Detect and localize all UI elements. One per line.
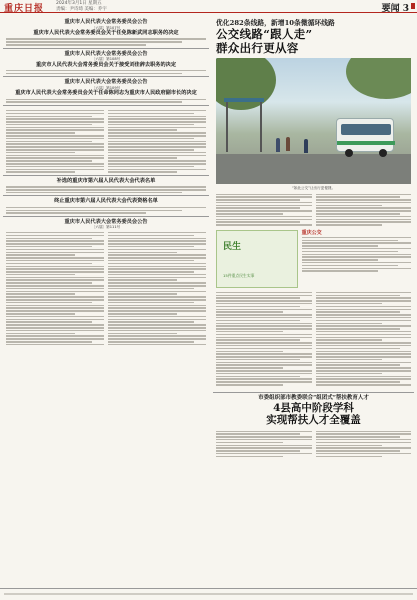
masthead-editors: 责编：尹诗琦 美编：乔宇 [56,6,107,12]
headline-line-1: 公交线路“跟人走” [216,27,313,41]
text-column-right [108,110,206,173]
text-column-right [316,194,412,226]
headline-line-2: 群众出行更从容 [216,40,299,55]
pedestrian [304,139,308,153]
second-story-body [216,431,411,458]
notice-body [6,186,206,193]
notice-number: 〔六届〕第108号 [91,57,121,61]
text-column-left [216,194,312,226]
notice-109 [3,77,209,106]
notice-heading: 重庆市人民代表大会常务委员会公告 [64,218,148,225]
notice-number: 〔六届〕第107号 [91,25,121,30]
text-column-right [316,431,412,458]
notice-body [6,38,206,45]
pedestrian [286,137,290,151]
notice-111 [3,217,209,347]
promo-graphic [216,230,298,288]
notice-body-long [3,106,209,176]
page-number: 3 [402,4,409,14]
bus [336,118,394,152]
notice-108 [3,49,209,78]
text-column-left [216,292,312,386]
second-story-kicker: 市委组织部市教委联合“组团式”帮扶教育人才 [258,394,369,401]
notice-107 [3,17,209,49]
notice-terminated-deputies [3,196,209,217]
notice-body [6,99,206,103]
page-footer [0,588,417,600]
pedestrian [276,138,280,152]
photo-caption: “如此公交”让出行更便捷。 [291,186,336,190]
section-name: 要闻 [381,4,400,14]
section-marker [411,3,415,9]
notice-heading: 重庆市人民代表大会常务委员会公告 [64,50,148,57]
newspaper-logo: 重庆日报 [4,4,45,14]
notice-body [6,207,206,214]
notice-title: 重庆市人民代表大会常务委员会关于任命陈同志为重庆市人民政府副市长的决定 [15,90,197,97]
footer-lines [0,589,417,595]
info-heading: 重庆公交 [301,229,322,236]
headline-kicker: 优化282条线路，新增10条微循环线路 [216,19,335,27]
notice-body [6,70,206,74]
bus-shelter [224,98,264,148]
text-column-left [6,232,104,345]
info-box [216,230,411,288]
notice-heading: 重庆市人民代表大会常务委员会公告 [64,19,148,25]
second-story-title-2: 实现帮扶人才全覆盖 [266,414,361,427]
notice-number: 〔六届〕第111号 [91,225,121,230]
lead-story-body [216,194,411,226]
promo-title: 民生 [223,241,242,252]
two-column-text [6,232,206,345]
second-story-title-1: 4县高中阶段学科 [273,401,354,414]
text-column-left [216,431,312,458]
notice-supplementary-deputies [3,176,209,197]
notice-title: 终止重庆市第六届人民代表大会代表资格名单 [54,198,158,205]
masthead-date: 2024年3月1日 星期五 [56,1,102,6]
notice-title: 重庆市人民代表大会常务委员会关于任免陈新武同志职务的决定 [33,30,179,36]
masthead-meta [56,1,166,12]
info-panel [302,230,411,288]
two-column-text [6,110,206,173]
notice-number: 〔六届〕第109号 [91,85,121,90]
section-label [382,1,409,14]
notice-title: 重庆市人民代表大会常务委员会关于接受刘佳辞去职务的决定 [35,61,177,68]
bus-stop-photo [216,58,411,184]
lead-story-headline [213,17,414,55]
masthead [0,0,417,13]
info-lines [302,237,411,272]
right-column [213,17,414,582]
notice-title: 补选的重庆市第六届人民代表大会代表名单 [56,177,156,184]
text-column-left [6,110,104,173]
notice-heading: 重庆市人民代表大会常务委员会公告 [64,79,148,86]
text-column-right [316,292,412,386]
tree [346,58,411,99]
promo-subtitle: 15件重点民生实事 [223,272,255,278]
second-story-headline [213,392,414,429]
left-column [3,17,209,582]
road [216,154,411,184]
continued-body [216,292,411,386]
text-column-right [108,232,206,345]
